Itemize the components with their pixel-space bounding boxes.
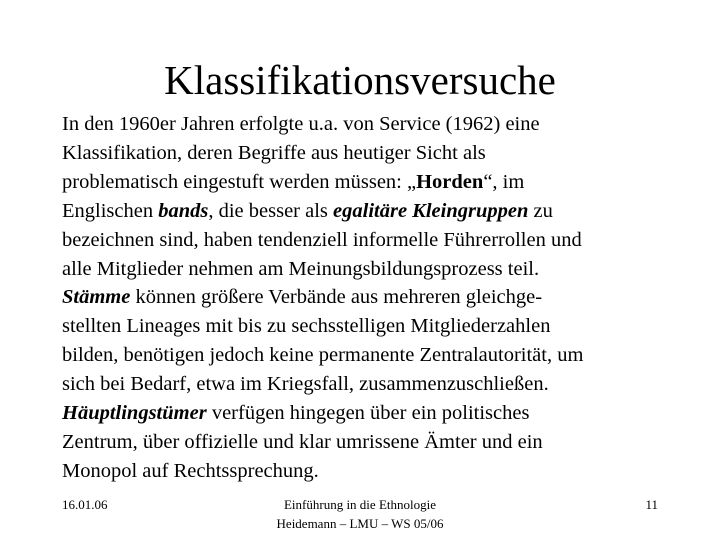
body-text-segment: Klassifikation, deren Begriffe aus heutiger Sicht als (62, 141, 486, 164)
body-text-segment: In den 1960er Jahren erfolgte u.a. von Service (1962) eine (62, 113, 540, 135)
body-text-segment: sich bei Bedarf, etwa im Kriegsfall, zusammenzuschließen. (62, 373, 549, 396)
body-text-segment: können größere Verbände aus mehreren gleichge- (130, 286, 543, 309)
body-text-segment: bezeichnen sind, haben tendenziell informelle Führerrollen und (62, 228, 582, 251)
body-line (62, 110, 702, 139)
body-line (62, 399, 702, 428)
slide-body-text (62, 110, 702, 486)
body-line (62, 139, 702, 168)
body-text-segment: alle Mitglieder nehmen am Meinungsbildungsprozess teil. (62, 257, 540, 280)
body-line (62, 226, 702, 255)
footer-course-title: Einführung in die Ethnologie (283, 497, 436, 512)
emphasized-term: bands (158, 199, 209, 222)
body-text-segment: stellten Lineages mit bis zu sechsstelligen Mitgliederzahlen (62, 315, 551, 338)
body-line (62, 312, 702, 341)
body-text-segment: Englischen (62, 199, 159, 222)
footer-author: Heidemann – LMU – WS 05/06 (276, 516, 444, 531)
body-line (62, 283, 702, 312)
emphasized-term: Horden (416, 170, 484, 193)
body-text-segment: Monopol auf Rechtssprechung. (62, 459, 319, 482)
body-text-segment: bilden, benötigen jedoch keine permanente Zentralautorität, um (62, 344, 584, 367)
body-line (62, 255, 702, 284)
body-line (62, 370, 702, 399)
body-text-segment: , die besser als (208, 199, 334, 222)
body-line (62, 197, 702, 226)
emphasized-term: egalitäre Kleingruppen (333, 199, 529, 222)
body-line (62, 457, 702, 486)
body-line (62, 168, 702, 197)
body-line (62, 341, 702, 370)
footer-date: 16.01.06 (62, 497, 108, 512)
body-text-segment: Zentrum, über offizielle und klar umrissene Ämter und ein (62, 430, 543, 453)
emphasized-term: Häuptlingstümer (62, 402, 207, 425)
body-line (62, 428, 702, 457)
body-text-segment: verfügen hingegen über ein politisches (206, 402, 530, 425)
footer-course-info (210, 495, 510, 533)
body-text-segment: problematisch eingestuft werden müssen: „ (62, 170, 417, 193)
slide-title: Klassifikationsversuche (164, 57, 556, 103)
body-text-segment: zu (528, 199, 553, 222)
body-text-segment: “, im (483, 170, 525, 193)
emphasized-term: Stämme (62, 286, 131, 309)
footer-page-number: 11 (645, 497, 658, 512)
